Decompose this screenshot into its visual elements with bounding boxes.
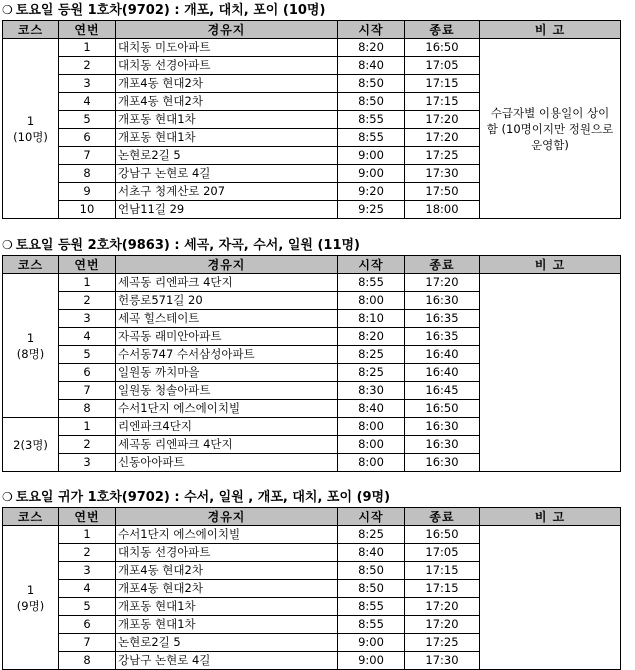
circle-bullet-icon: ❍ (2, 238, 13, 252)
end-time: 17:05 (405, 57, 480, 75)
header-row (3, 508, 621, 526)
end-time: 17:20 (405, 129, 480, 147)
stop-name: 개포동 현대1차 (116, 598, 338, 616)
stop-name: 개포동 현대1차 (116, 111, 338, 129)
end-time: 17:25 (405, 147, 480, 165)
start-time: 9:25 (338, 201, 405, 219)
section-title: ❍ 토요일 귀가 1호차(9702) : 수서, 일원 , 개포, 대치, 포이 (9명) (2, 490, 391, 505)
end-time: 16:45 (405, 382, 480, 400)
start-time: 9:20 (338, 183, 405, 201)
row-number: 4 (59, 93, 116, 111)
end-time: 16:50 (405, 39, 480, 57)
stop-name: 개포동 현대1차 (116, 129, 338, 147)
end-time: 17:05 (405, 544, 480, 562)
start-time: 8:20 (338, 39, 405, 57)
stop-name: 일원동 청솔아파트 (116, 382, 338, 400)
stop-name: 세곡동 리엔파크 4단지 (116, 274, 338, 292)
start-time: 8:50 (338, 75, 405, 93)
stop-name: 대치동 미도아파트 (116, 39, 338, 57)
row-number: 2 (59, 57, 116, 75)
stop-name: 언남11길 29 (116, 201, 338, 219)
stop-name: 논현로2길 5 (116, 147, 338, 165)
stop-name: 수서1단지 에스에이치빌 (116, 526, 338, 544)
row-number: 4 (59, 328, 116, 346)
start-time: 8:55 (338, 129, 405, 147)
stop-name: 대치동 선경아파트 (116, 544, 338, 562)
start-time: 9:00 (338, 652, 405, 670)
circle-bullet-icon: ❍ (2, 3, 13, 17)
stop-name: 개포4동 현대2차 (116, 75, 338, 93)
course-cell: 1 (10명) (3, 39, 59, 219)
stop-name: 강남구 논현로 4길 (116, 165, 338, 183)
stop-name: 논현로2길 5 (116, 634, 338, 652)
header-number: 연번 (59, 508, 116, 526)
end-time: 17:15 (405, 75, 480, 93)
row-number: 3 (59, 75, 116, 93)
row-number: 1 (59, 526, 116, 544)
end-time: 16:40 (405, 364, 480, 382)
start-time: 8:50 (338, 562, 405, 580)
start-time: 8:00 (338, 454, 405, 472)
end-time: 18:00 (405, 201, 480, 219)
end-time: 16:30 (405, 292, 480, 310)
section-2 (0, 235, 635, 472)
stop-name: 개포4동 현대2차 (116, 562, 338, 580)
stop-name: 대치동 선경아파트 (116, 57, 338, 75)
header-end: 종료 (405, 21, 480, 39)
row-number: 8 (59, 652, 116, 670)
circle-bullet-icon: ❍ (2, 490, 13, 504)
start-time: 8:50 (338, 580, 405, 598)
start-time: 9:00 (338, 147, 405, 165)
header-note: 비 고 (480, 508, 621, 526)
start-time: 8:25 (338, 526, 405, 544)
note-cell (480, 274, 621, 472)
row-number: 3 (59, 454, 116, 472)
start-time: 8:00 (338, 292, 405, 310)
end-time: 17:20 (405, 616, 480, 634)
header-stop: 경유지 (116, 508, 338, 526)
stop-name: 개포4동 현대2차 (116, 93, 338, 111)
section-title: ❍ 토요일 등원 2호차(9863) : 세곡, 자곡, 수서, 일원 (11명) (2, 238, 360, 253)
start-time: 8:25 (338, 364, 405, 382)
stop-name: 일원동 까치마을 (116, 364, 338, 382)
row-number: 3 (59, 310, 116, 328)
stop-name: 세곡동 리엔파크 4단지 (116, 436, 338, 454)
row-number: 1 (59, 274, 116, 292)
row-number: 4 (59, 580, 116, 598)
stop-name: 개포4동 현대2차 (116, 580, 338, 598)
header-number: 연번 (59, 256, 116, 274)
header-course: 코스 (3, 21, 59, 39)
section-1 (0, 0, 635, 219)
start-time: 8:40 (338, 544, 405, 562)
row-number: 10 (59, 201, 116, 219)
header-course: 코스 (3, 256, 59, 274)
row-number: 1 (59, 39, 116, 57)
table-row (3, 39, 621, 57)
end-time: 16:30 (405, 436, 480, 454)
stop-name: 개포동 현대1차 (116, 616, 338, 634)
start-time: 8:20 (338, 328, 405, 346)
header-end: 종료 (405, 256, 480, 274)
start-time: 8:50 (338, 93, 405, 111)
end-time: 17:15 (405, 93, 480, 111)
end-time: 16:30 (405, 454, 480, 472)
end-time: 16:35 (405, 328, 480, 346)
start-time: 9:00 (338, 165, 405, 183)
stop-name: 리엔파크4단지 (116, 418, 338, 436)
header-note: 비 고 (480, 21, 621, 39)
end-time: 17:25 (405, 634, 480, 652)
row-number: 8 (59, 400, 116, 418)
header-start: 시작 (338, 21, 405, 39)
stop-name: 자곡동 래미안아파트 (116, 328, 338, 346)
header-start: 시작 (338, 508, 405, 526)
row-number: 9 (59, 183, 116, 201)
note-cell (480, 526, 621, 670)
table-row (3, 526, 621, 544)
row-number: 6 (59, 616, 116, 634)
row-number: 1 (59, 418, 116, 436)
end-time: 16:35 (405, 310, 480, 328)
end-time: 17:20 (405, 111, 480, 129)
schedule-table (2, 20, 621, 219)
section-3 (0, 487, 635, 670)
schedule-table (2, 507, 621, 670)
row-number: 2 (59, 436, 116, 454)
stop-name: 수서동747 수서삼성아파트 (116, 346, 338, 364)
row-number: 5 (59, 598, 116, 616)
start-time: 9:00 (338, 634, 405, 652)
stop-name: 세곡 힐스테이트 (116, 310, 338, 328)
start-time: 8:55 (338, 111, 405, 129)
header-course: 코스 (3, 508, 59, 526)
row-number: 7 (59, 147, 116, 165)
start-time: 8:30 (338, 382, 405, 400)
row-number: 2 (59, 292, 116, 310)
header-number: 연번 (59, 21, 116, 39)
course-cell: 2(3명) (3, 418, 59, 472)
end-time: 17:30 (405, 652, 480, 670)
header-row (3, 256, 621, 274)
end-time: 17:50 (405, 183, 480, 201)
end-time: 16:50 (405, 400, 480, 418)
end-time: 16:50 (405, 526, 480, 544)
stop-name: 수서1단지 에스에이치빌 (116, 400, 338, 418)
end-time: 17:15 (405, 562, 480, 580)
start-time: 8:10 (338, 310, 405, 328)
end-time: 16:30 (405, 418, 480, 436)
end-time: 16:40 (405, 346, 480, 364)
end-time: 17:20 (405, 274, 480, 292)
row-number: 3 (59, 562, 116, 580)
course-cell: 1 (9명) (3, 526, 59, 670)
start-time: 8:55 (338, 274, 405, 292)
stop-name: 헌릉로571길 20 (116, 292, 338, 310)
header-end: 종료 (405, 508, 480, 526)
row-number: 7 (59, 382, 116, 400)
end-time: 17:30 (405, 165, 480, 183)
stop-name: 신동아아파트 (116, 454, 338, 472)
start-time: 8:40 (338, 400, 405, 418)
header-row (3, 21, 621, 39)
note-cell: 수급자별 이용일이 상이함 (10명이지만 정원으로 운영함) (480, 39, 621, 219)
header-stop: 경유지 (116, 21, 338, 39)
header-note: 비 고 (480, 256, 621, 274)
row-number: 7 (59, 634, 116, 652)
row-number: 5 (59, 111, 116, 129)
end-time: 17:20 (405, 598, 480, 616)
stop-name: 서초구 청계산로 207 (116, 183, 338, 201)
schedule-table (2, 255, 621, 472)
header-stop: 경유지 (116, 256, 338, 274)
start-time: 8:00 (338, 418, 405, 436)
start-time: 8:00 (338, 436, 405, 454)
course-cell: 1 (8명) (3, 274, 59, 418)
end-time: 17:15 (405, 580, 480, 598)
start-time: 8:40 (338, 57, 405, 75)
start-time: 8:55 (338, 616, 405, 634)
section-title: ❍ 토요일 등원 1호차(9702) : 개포, 대치, 포이 (10명) (2, 3, 326, 18)
stop-name: 강남구 논현로 4길 (116, 652, 338, 670)
row-number: 6 (59, 364, 116, 382)
row-number: 6 (59, 129, 116, 147)
row-number: 2 (59, 544, 116, 562)
row-number: 5 (59, 346, 116, 364)
header-start: 시작 (338, 256, 405, 274)
table-row (3, 274, 621, 292)
start-time: 8:25 (338, 346, 405, 364)
start-time: 8:55 (338, 598, 405, 616)
row-number: 8 (59, 165, 116, 183)
